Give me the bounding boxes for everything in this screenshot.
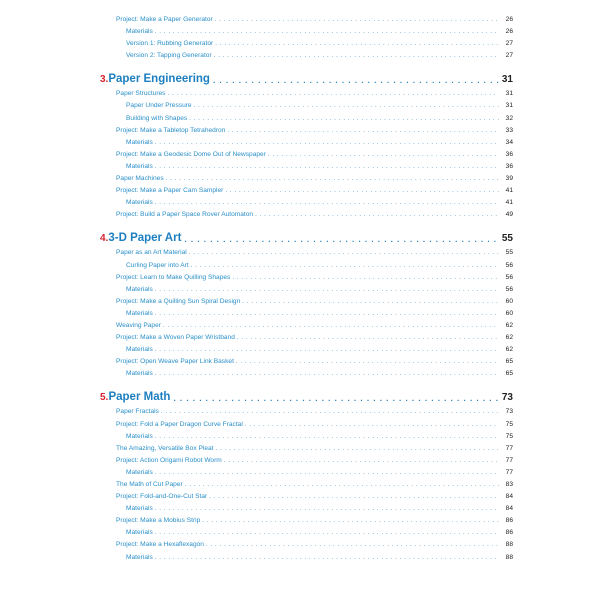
toc-entry-page: 60 xyxy=(505,309,513,317)
toc-entry[interactable] xyxy=(100,125,513,137)
dot-leader xyxy=(167,88,499,100)
toc-entry[interactable] xyxy=(100,479,513,491)
toc-entry[interactable] xyxy=(100,14,513,26)
toc-entry-title: Materials xyxy=(126,309,153,317)
toc-entry[interactable] xyxy=(100,173,513,185)
toc-subentry[interactable] xyxy=(100,503,513,515)
dot-leader xyxy=(173,394,498,403)
toc-entry-page: 62 xyxy=(505,346,513,354)
toc-entry-page: 55 xyxy=(505,249,513,257)
toc-entry-page: 84 xyxy=(505,505,513,513)
dot-leader xyxy=(155,467,499,479)
toc-entry[interactable] xyxy=(100,185,513,197)
toc-entry-title: Version 2: Tapping Generator xyxy=(126,52,212,60)
toc-entry-page: 56 xyxy=(505,285,513,293)
toc-entry-title: Materials xyxy=(126,505,153,513)
toc-entry-title: Paper Fractals xyxy=(116,408,159,416)
dot-leader xyxy=(216,443,500,455)
dot-leader xyxy=(237,332,499,344)
chapter-title: Paper Engineering xyxy=(108,73,210,86)
toc-entry-title: The Amazing, Versatile Box Pleat xyxy=(116,444,214,452)
toc-entry-title: Project: Learn to Make Quilling Shapes xyxy=(116,273,231,281)
toc-entry-page: 34 xyxy=(505,138,513,146)
toc-entry[interactable] xyxy=(100,539,513,551)
dot-leader xyxy=(189,247,499,259)
dot-leader xyxy=(155,503,499,515)
toc-entry-title: Project: Make a Paper Generator xyxy=(116,16,213,23)
toc-entry[interactable] xyxy=(100,443,513,455)
toc-entry-title: Materials xyxy=(126,138,153,146)
dot-leader xyxy=(163,320,499,332)
toc-entry[interactable] xyxy=(100,209,513,221)
toc-entry-page: 86 xyxy=(505,529,513,537)
dot-leader xyxy=(213,76,499,85)
toc-entry-title: Materials xyxy=(126,346,153,354)
toc-entry-title: Paper Machines xyxy=(116,175,164,183)
toc-entry-page: 77 xyxy=(505,468,513,476)
toc-subentry[interactable] xyxy=(100,308,513,320)
toc-subentry[interactable] xyxy=(100,260,513,272)
dot-leader xyxy=(268,149,499,161)
toc-entry-title: Paper Under Pressure xyxy=(126,102,192,110)
toc-entry-page: 83 xyxy=(505,481,513,488)
toc-entry-title: Project: Make a Mobius Strip xyxy=(116,517,201,525)
toc-entry-title: Project: Open Weave Paper Link Basket xyxy=(116,358,234,366)
chapter-title: 3-D Paper Art xyxy=(108,232,182,245)
dot-leader xyxy=(232,272,499,284)
dot-leader xyxy=(224,455,499,467)
toc-entry-title: Project: Build a Paper Space Rover Automaton xyxy=(116,211,254,219)
toc-entry-page: 73 xyxy=(505,408,513,416)
dot-leader xyxy=(227,125,499,137)
toc-entry[interactable] xyxy=(100,320,513,332)
dot-leader xyxy=(155,197,499,209)
dot-leader xyxy=(242,296,499,308)
toc-entry[interactable] xyxy=(100,406,513,418)
toc-entry-page: 27 xyxy=(505,52,513,60)
toc-entry-title: Curling Paper into Art xyxy=(126,261,189,269)
dot-leader xyxy=(155,368,499,380)
toc-entry-page: 86 xyxy=(505,517,513,525)
dot-leader xyxy=(209,491,499,503)
toc-entry-page: 88 xyxy=(505,541,513,549)
chapter-heading[interactable] xyxy=(100,70,513,85)
toc-subentry[interactable] xyxy=(100,100,513,112)
dot-leader xyxy=(245,419,499,431)
toc-entry-title: Project: Make a Paper Cam Sampler xyxy=(116,187,224,195)
toc-entry-title: Materials xyxy=(126,468,153,476)
toc-entry-title: Weaving Paper xyxy=(116,321,161,329)
toc-entry-page: 36 xyxy=(505,150,513,158)
toc-entry-title: Version 1: Rubbing Generator xyxy=(126,40,214,48)
dot-leader xyxy=(202,515,499,527)
toc-subentry[interactable] xyxy=(100,344,513,356)
toc-entry-page: 60 xyxy=(505,297,513,305)
dot-leader xyxy=(155,344,499,356)
toc-entry-title: Project: Make a Hexaflexagon xyxy=(116,541,204,549)
toc-entry-page: 88 xyxy=(505,553,513,561)
chapter-heading[interactable] xyxy=(100,229,513,244)
toc-entry-title: Materials xyxy=(126,529,153,537)
dot-leader xyxy=(155,308,499,320)
toc-entry[interactable] xyxy=(100,515,513,527)
dot-leader xyxy=(214,50,499,62)
toc-subentry[interactable] xyxy=(100,137,513,149)
toc-entry-page: 77 xyxy=(505,456,513,464)
dot-leader xyxy=(166,173,499,185)
dot-leader xyxy=(191,260,499,272)
dot-leader xyxy=(255,209,499,221)
toc-entry-page: 75 xyxy=(505,420,513,428)
toc-entry-page: 49 xyxy=(505,211,513,219)
dot-leader xyxy=(215,38,499,50)
toc-subentry[interactable] xyxy=(100,50,513,62)
dot-leader xyxy=(155,431,499,443)
dot-leader xyxy=(161,406,499,418)
dot-leader xyxy=(206,539,499,551)
toc-entry-title: Paper Structures xyxy=(116,90,166,98)
chapter-number: 5. xyxy=(100,392,109,404)
dot-leader xyxy=(155,527,499,539)
toc-entry-title: Paper as an Art Material xyxy=(116,249,187,257)
toc-entry-title: Materials xyxy=(126,432,153,440)
toc-entry-title: Building with Shapes xyxy=(126,114,188,122)
toc-entry[interactable] xyxy=(100,88,513,100)
toc-subentry[interactable] xyxy=(100,161,513,173)
dot-leader xyxy=(236,356,499,368)
dot-leader xyxy=(185,479,499,491)
toc-entry[interactable] xyxy=(100,149,513,161)
toc-entry-page: 56 xyxy=(505,273,513,281)
chapter-heading[interactable] xyxy=(100,388,513,403)
toc-entry-page: 31 xyxy=(505,90,513,98)
chapter-page: 73 xyxy=(501,392,513,404)
toc-entry-title: Project: Fold a Paper Dragon Curve Fractal xyxy=(116,420,243,428)
toc-entry[interactable] xyxy=(100,455,513,467)
toc-entry-title: Project: Make a Tabletop Tetrahedron xyxy=(116,126,226,134)
dot-leader xyxy=(184,235,498,244)
toc-subentry[interactable] xyxy=(100,26,513,38)
toc-entry[interactable] xyxy=(100,272,513,284)
toc-subentry[interactable] xyxy=(100,467,513,479)
toc-entry-title: Project: Action Origami Robot Worm xyxy=(116,456,222,464)
toc-entry-title: Materials xyxy=(126,553,153,561)
dot-leader xyxy=(155,161,499,173)
toc-entry-page: 32 xyxy=(505,114,513,122)
table-of-contents xyxy=(100,14,513,564)
dot-leader xyxy=(189,113,499,125)
toc-entry-page: 41 xyxy=(505,187,513,195)
toc-entry[interactable] xyxy=(100,332,513,344)
toc-entry-title: Project: Make a Woven Paper Wristband xyxy=(116,334,235,342)
toc-entry-page: 75 xyxy=(505,432,513,440)
dot-leader xyxy=(155,137,499,149)
chapter-page: 55 xyxy=(501,233,513,245)
toc-entry-title: Materials xyxy=(126,370,153,378)
toc-entry[interactable] xyxy=(100,356,513,368)
toc-entry-page: 41 xyxy=(505,199,513,207)
toc-subentry[interactable] xyxy=(100,431,513,443)
toc-entry-page: 27 xyxy=(505,40,513,48)
toc-entry-page: 26 xyxy=(505,16,513,23)
toc-entry-page: 65 xyxy=(505,358,513,366)
dot-leader xyxy=(225,185,499,197)
toc-entry-page: 84 xyxy=(505,493,513,501)
toc-entry-title: Materials xyxy=(126,199,153,207)
toc-entry[interactable] xyxy=(100,247,513,259)
chapter-number: 4. xyxy=(100,233,109,245)
chapter-number: 3. xyxy=(100,74,109,86)
dot-leader xyxy=(155,552,499,564)
toc-entry-title: Materials xyxy=(126,285,153,293)
dot-leader xyxy=(155,26,499,38)
toc-subentry[interactable] xyxy=(100,197,513,209)
toc-subentry[interactable] xyxy=(100,552,513,564)
toc-entry[interactable] xyxy=(100,296,513,308)
toc-subentry[interactable] xyxy=(100,527,513,539)
toc-entry-page: 62 xyxy=(505,321,513,329)
toc-subentry[interactable] xyxy=(100,38,513,50)
toc-entry-title: Materials xyxy=(126,162,153,170)
toc-entry-page: 26 xyxy=(505,28,513,36)
chapter-page: 31 xyxy=(501,74,513,86)
toc-subentry[interactable] xyxy=(100,284,513,296)
dot-leader xyxy=(194,100,499,112)
dot-leader xyxy=(155,284,499,296)
toc-subentry[interactable] xyxy=(100,368,513,380)
toc-entry-page: 36 xyxy=(505,162,513,170)
toc-entry-title: Project: Make a Quilling Sun Spiral Design xyxy=(116,297,241,305)
toc-entry-page: 65 xyxy=(505,370,513,378)
toc-entry-page: 39 xyxy=(505,175,513,183)
chapter-title: Paper Math xyxy=(108,391,171,404)
toc-entry-page: 31 xyxy=(505,102,513,110)
dot-leader xyxy=(215,14,499,26)
toc-entry-page: 56 xyxy=(505,261,513,269)
toc-entry[interactable] xyxy=(100,491,513,503)
toc-entry-title: Project: Make a Geodesic Dome Out of Newspaper xyxy=(116,150,266,158)
toc-subentry[interactable] xyxy=(100,113,513,125)
toc-entry-title: The Math of Cut Paper xyxy=(116,481,183,488)
toc-entry[interactable] xyxy=(100,419,513,431)
toc-entry-page: 33 xyxy=(505,126,513,134)
toc-entry-title: Materials xyxy=(126,28,153,36)
toc-entry-title: Project: Fold-and-One-Cut Star xyxy=(116,493,208,501)
toc-entry-page: 77 xyxy=(505,444,513,452)
toc-entry-page: 62 xyxy=(505,334,513,342)
